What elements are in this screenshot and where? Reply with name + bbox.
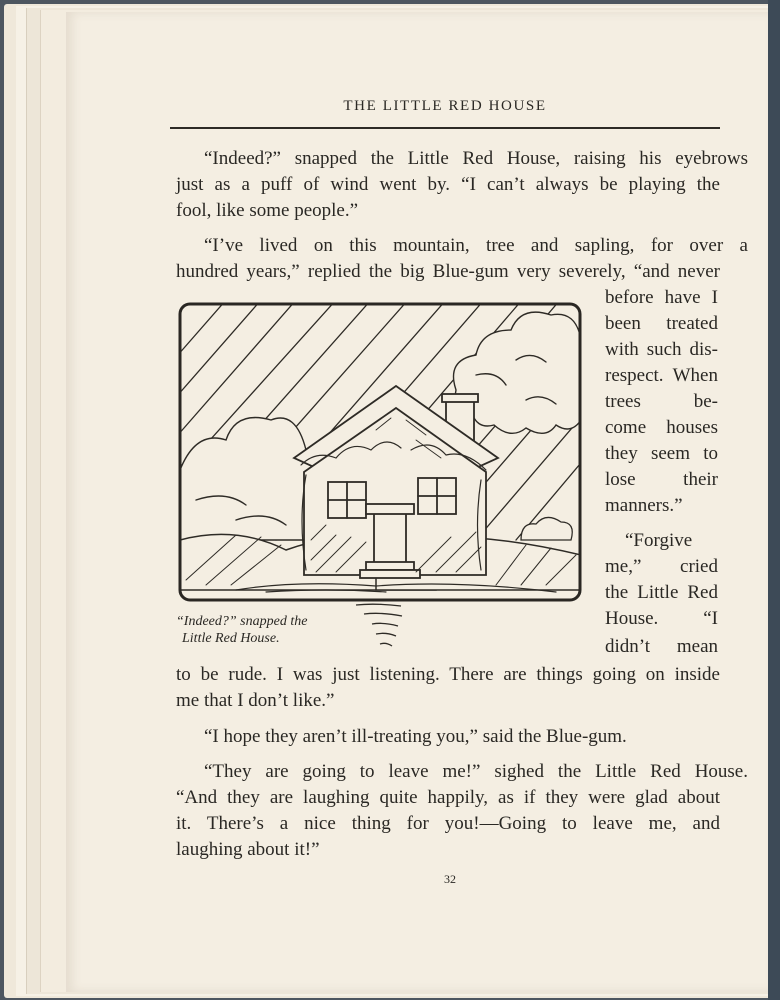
caption-line: “Indeed?” snapped the: [176, 614, 308, 629]
cloud-left: [180, 418, 319, 541]
text-line: to be rude. I was just listening. There are things going on inside: [176, 664, 720, 685]
side-text-line: manners.”: [605, 495, 683, 516]
side-text-line: come houses: [605, 417, 718, 438]
text-line: “I hope they aren’t ill-treating you,” said the Blue-gum.: [204, 726, 627, 747]
text-line: “And they are laughing quite happily, as if they were glad about: [176, 787, 720, 808]
text-line: “Indeed?” snapped the Little Red House, raising his eyebrows: [204, 148, 748, 169]
text-line: laughing about it!”: [176, 839, 320, 860]
side-text-line: didn’t mean: [605, 636, 718, 657]
cloud-right-small: [521, 517, 572, 540]
side-text-line: House. “I: [605, 608, 718, 629]
side-text-line: me,” cried: [605, 556, 718, 577]
house-illustration: [176, 300, 586, 662]
side-text-line: they seem to: [605, 443, 718, 464]
house: [294, 386, 498, 578]
text-line: just as a puff of wind went by. “I can’t always be playing the: [176, 174, 720, 195]
side-text-line: respect. When: [605, 365, 718, 386]
side-text-line: the Little Red: [605, 582, 718, 603]
text-line: hundred years,” replied the big Blue-gum very severely, “and never: [176, 261, 720, 282]
side-text-line: before have I: [605, 287, 718, 308]
side-text-line: trees be-: [605, 391, 718, 412]
text-line: fool, like some people.”: [176, 200, 359, 221]
text-line: “They are going to leave me!” sighed the Little Red House.: [204, 761, 748, 782]
running-head: THE LITTLE RED HOUSE: [343, 98, 547, 114]
side-text-line: with such dis-: [605, 339, 718, 360]
book-cover-edge: [768, 0, 780, 1000]
illustration-caption: [176, 613, 336, 647]
page-number: 32: [444, 872, 456, 886]
header-rule: [170, 127, 720, 129]
side-text-line: lose their: [605, 469, 718, 490]
text-line: it. There’s a nice thing for you!—Going to leave me, and: [176, 813, 720, 834]
side-text-line: “Forgive: [625, 530, 693, 551]
text-line: me that I don’t like.”: [176, 690, 335, 711]
caption-line: Little Red House.: [182, 631, 280, 646]
side-text-line: been treated: [605, 313, 718, 334]
text-line: “I’ve lived on this mountain, tree and sapling, for over a: [204, 235, 748, 256]
path-below-frame: [356, 604, 402, 646]
